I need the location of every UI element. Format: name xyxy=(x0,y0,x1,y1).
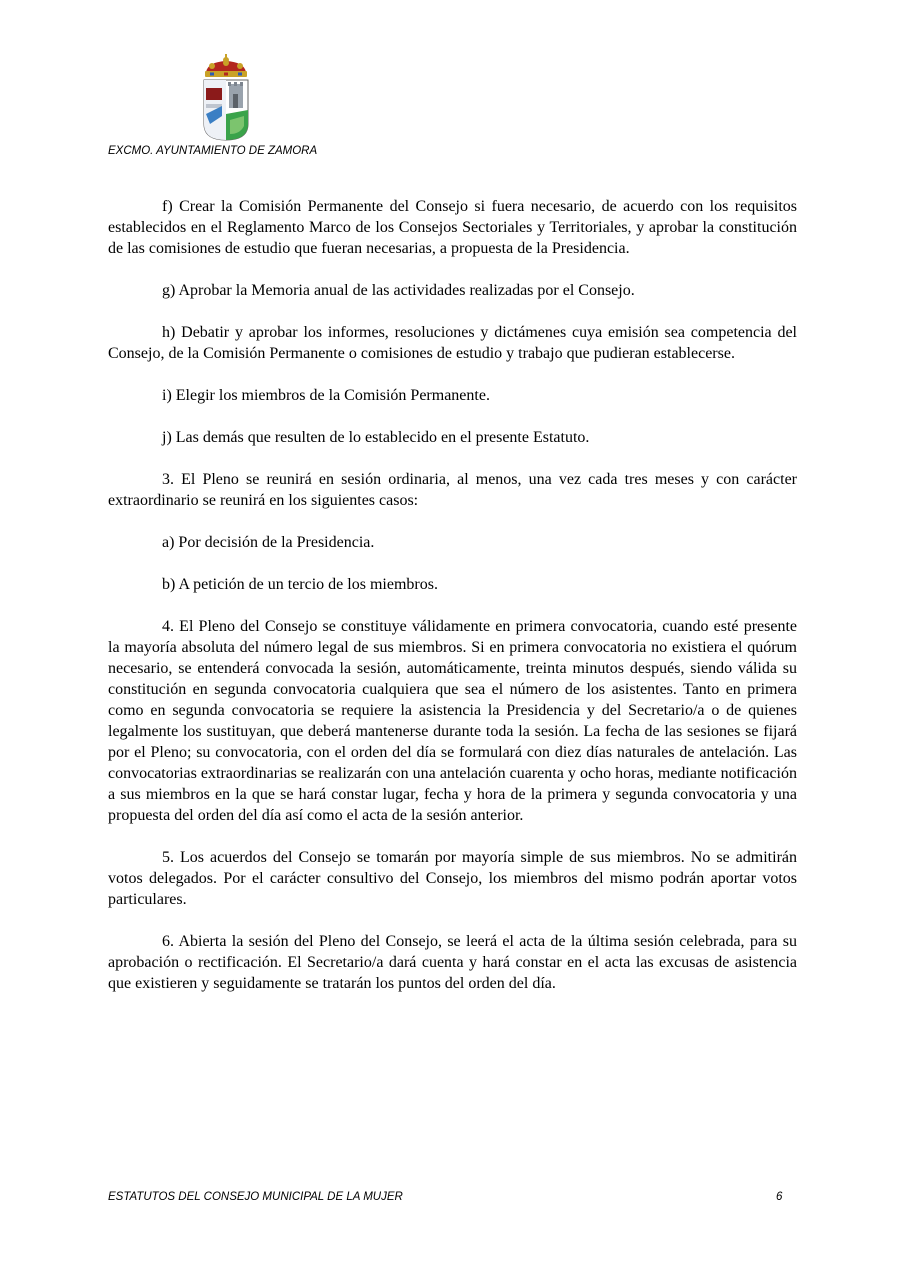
crown-icon xyxy=(205,54,247,77)
paragraph-h: h) Debatir y aprobar los informes, resoluciones y dictámenes cuya emisión sea competencia del Consejo, de la Comisión Permanente o comisiones de estudio y trabajo que pudieran establecerse. xyxy=(108,324,797,362)
header-title: EXCMO. AYUNTAMIENTO DE ZAMORA xyxy=(108,145,318,157)
paragraph-b: b) A petición de un tercio de los miembros. xyxy=(162,576,438,593)
paragraph-3: 3. El Pleno se reunirá en sesión ordinaria, al menos, una vez cada tres meses y con carácter extraordinario se reunirá en los siguientes casos: xyxy=(108,471,797,509)
paragraph-g: g) Aprobar la Memoria anual de las actividades realizadas por el Consejo. xyxy=(162,282,635,299)
paragraph-f: f) Crear la Comisión Permanente del Consejo si fuera necesario, de acuerdo con los requisitos establecidos en el Reglamento Marco de los Consejos Sectoriales y Territoriales, y aprobar la constitución de las comisiones de estudio que fueran necesarias, a propuesta de la Presidencia. xyxy=(108,198,797,257)
paragraph-6: 6. Abierta la sesión del Pleno del Consejo, se leerá el acta de la última sesión celebrada, para su aprobación o rectificación. El Secretario/a dará cuenta y hará constar en el acta las excusas de asistencia que existieren y seguidamente se tratarán los puntos del orden del día. xyxy=(108,933,797,992)
paragraph-5: 5. Los acuerdos del Consejo se tomarán por mayoría simple de sus miembros. No se admitirán votos delegados. Por el carácter consultivo del Consejo, los miembros del mismo podrán aportar votos particulares. xyxy=(108,849,797,908)
paragraph-j: j) Las demás que resulten de lo establecido en el presente Estatuto. xyxy=(162,429,590,446)
zamora-coat-of-arms-icon xyxy=(200,54,252,142)
paragraph-a: a) Por decisión de la Presidencia. xyxy=(162,534,375,551)
page-number: 6 xyxy=(776,1191,783,1203)
shield-icon xyxy=(204,80,248,140)
footer-document-title: ESTATUTOS DEL CONSEJO MUNICIPAL DE LA MUJER xyxy=(108,1191,403,1203)
document-body xyxy=(108,196,797,1015)
paragraph-4: 4. El Pleno del Consejo se constituye válidamente en primera convocatoria, cuando esté presente la mayoría absoluta del número legal de sus miembros. Si en primera convocatoria no existiera el quórum necesario, se entenderá convocada la sesión, automáticamente, treinta minutos después, siendo válida su constitución en segunda convocatoria cualquiera que sea el número de los asistentes. Tanto en primera como en segunda convocatoria se requiere la asistencia la Presidencia y del Secretario/a o de quienes legalmente los sustituyan, que deberá mantenerse durante toda la sesión. La fecha de las sesiones se fijará por el Pleno; su convocatoria, con el orden del día se formulará con diez días naturales de antelación. Las convocatorias extraordinarias se realizarán con una antelación cuarenta y ocho horas, mediante notificación a sus miembros en la que se hará constar lugar, fecha y hora de la primera y segunda convocatoria y una propuesta del orden del día así como el acta de la sesión anterior. xyxy=(108,618,797,824)
paragraph-i: i) Elegir los miembros de la Comisión Permanente. xyxy=(162,387,490,404)
